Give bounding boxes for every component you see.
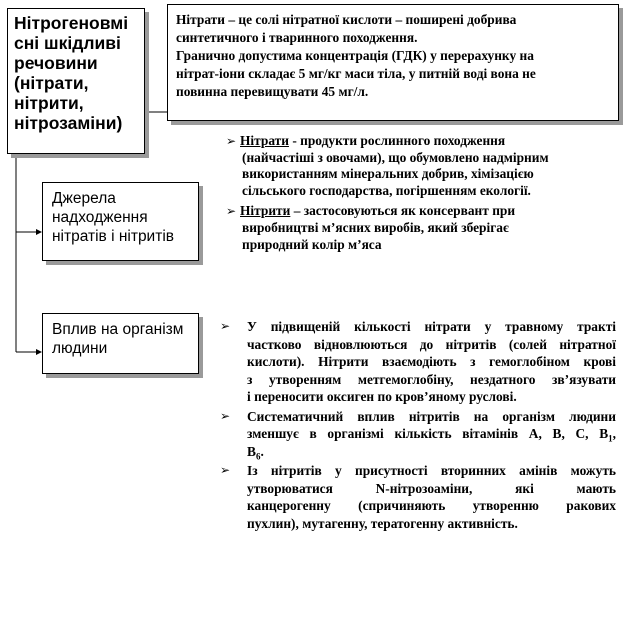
main-topic-box bbox=[7, 8, 145, 154]
definition-line: синтетичного і тваринного походження. bbox=[176, 30, 418, 45]
subscript: 6 bbox=[255, 451, 261, 462]
bullet-text: B bbox=[247, 443, 256, 459]
bullet-text: кислоти). Нітрити взаємодіють з гемоглобіном крові bbox=[247, 354, 616, 369]
effects-bullet-list bbox=[220, 318, 616, 532]
list-item bbox=[220, 408, 616, 461]
main-topic-line: (нітрати, bbox=[14, 73, 89, 93]
bullet-text: Систематичний вплив нітритів на організм людини bbox=[247, 408, 616, 424]
bullet-text: – застосовуються як консервант при bbox=[290, 203, 516, 219]
bullet-term: Нітрати bbox=[240, 133, 289, 148]
bullet-text: природний колір м’яса bbox=[242, 236, 382, 252]
bullet-text: канцерогенну (спричиняють утворенню ракових bbox=[247, 498, 616, 513]
arrow-bullet-icon: ➢ bbox=[220, 408, 231, 423]
bullet-text: . bbox=[260, 443, 264, 459]
definition-line: Нітрати – це солі нітратної кислоти – поширені добрива bbox=[176, 12, 517, 27]
bullet-text: виробництві м’ясних виробів, який зберігає bbox=[242, 219, 509, 235]
effects-box bbox=[42, 313, 199, 374]
main-topic-line: речовини bbox=[14, 53, 98, 73]
bullet-text: і переносити оксиген по кров’яному руслові. bbox=[247, 389, 517, 404]
definition-line: повинна перевищувати 45 мг/л. bbox=[176, 84, 369, 99]
definition-box bbox=[167, 4, 619, 121]
effects-box-line: людини bbox=[52, 340, 108, 357]
main-topic-line: Нітрогеновмі bbox=[14, 13, 129, 33]
bullet-text: пухлин), мутагенну, тератогенну активність. bbox=[247, 515, 518, 531]
main-topic-line: нітрити, bbox=[14, 93, 84, 113]
bullet-text: зменшує в організмі кількість вітамінів A, B, C, B bbox=[247, 426, 609, 441]
sources-box-line: надходження bbox=[52, 209, 148, 226]
main-topic-line: сні шкідливі bbox=[14, 33, 121, 53]
arrow-bullet-icon: ➢ bbox=[226, 204, 237, 219]
sources-box-line: нітратів і нітритів bbox=[52, 228, 174, 245]
list-item bbox=[226, 133, 616, 199]
bullet-text: використанням мінеральних добрив, хімізацією bbox=[242, 166, 534, 182]
bullet-text: , bbox=[612, 426, 616, 441]
list-item bbox=[220, 462, 616, 532]
bullet-text: У підвищеній кількості нітрати у травному тракті bbox=[247, 319, 616, 334]
arrow-bullet-icon: ➢ bbox=[220, 463, 231, 477]
sources-box bbox=[42, 182, 199, 261]
sources-box-line: Джерела bbox=[52, 190, 116, 207]
bullet-term: Нітрити bbox=[240, 203, 291, 219]
definition-line: нітрат-іони складає 5 мг/кг маси тіла, у питній воді вона не bbox=[176, 66, 536, 81]
bullet-text: сільського господарства, погіршенням екології. bbox=[242, 182, 531, 198]
list-item bbox=[226, 203, 616, 253]
definition-line: Гранично допустима концентрація (ГДК) у перерахунку на bbox=[176, 48, 534, 63]
bullet-text: (найчастіші з овочами), що обумовлено надмірним bbox=[242, 149, 549, 165]
bullet-text: - продукти рослинного походження bbox=[288, 133, 506, 148]
bullet-text: Із нітритів у присутності вторинних амінів можуть bbox=[247, 463, 616, 478]
list-item bbox=[220, 318, 616, 406]
bullet-text: утворюватися N-нітрозоаміни, які мають bbox=[247, 480, 616, 496]
arrow-bullet-icon: ➢ bbox=[226, 134, 237, 148]
sources-bullet-list bbox=[226, 133, 616, 253]
main-topic-line: нітрозаміни) bbox=[14, 113, 123, 133]
bullet-text: з утворенням метгемоглобіну, нездатного зв’язувати bbox=[247, 371, 616, 387]
bullet-text: частково відновлюються до нітритів (солей нітратної bbox=[247, 336, 616, 352]
effects-box-line: Вплив на організм bbox=[52, 321, 184, 338]
subscript: 1 bbox=[608, 433, 613, 444]
arrow-bullet-icon: ➢ bbox=[220, 319, 231, 333]
